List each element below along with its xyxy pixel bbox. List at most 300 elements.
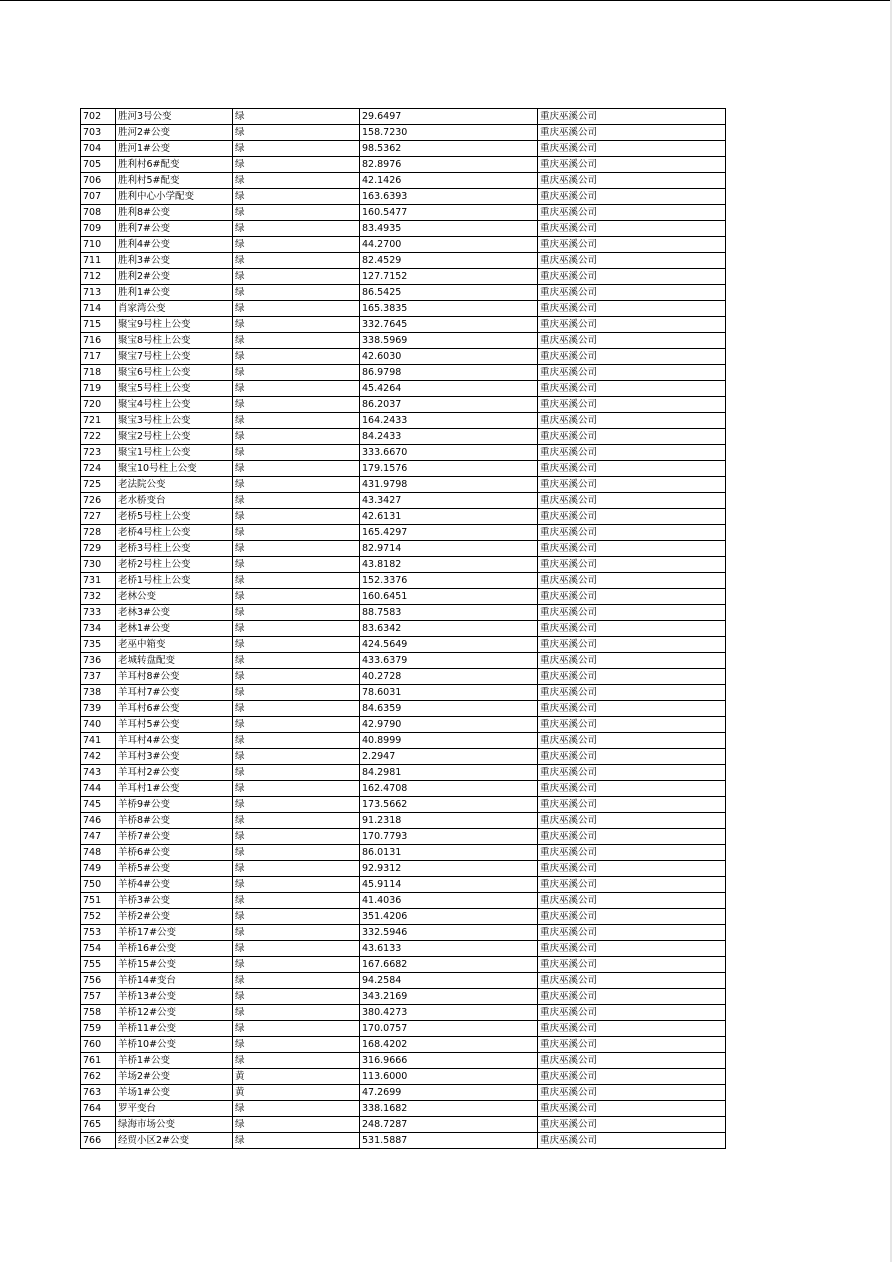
value-cell: 83.6342 — [360, 621, 538, 637]
station-name-cell: 肖家湾公变 — [116, 301, 233, 317]
row-number-cell: 752 — [81, 909, 116, 925]
company-cell: 重庆巫溪公司 — [538, 173, 726, 189]
row-number-cell: 718 — [81, 365, 116, 381]
table-row — [81, 221, 726, 237]
row-number-cell: 735 — [81, 637, 116, 653]
status-color-cell: 绿 — [233, 493, 360, 509]
table-row — [81, 909, 726, 925]
value-cell: 165.3835 — [360, 301, 538, 317]
company-cell: 重庆巫溪公司 — [538, 253, 726, 269]
station-name-cell: 羊桥5#公变 — [116, 861, 233, 877]
status-color-cell: 绿 — [233, 413, 360, 429]
row-number-cell: 741 — [81, 733, 116, 749]
station-name-cell: 羊耳村3#公变 — [116, 749, 233, 765]
table-body — [81, 109, 726, 1149]
status-color-cell: 绿 — [233, 365, 360, 381]
station-name-cell: 胜河1#公变 — [116, 141, 233, 157]
station-name-cell: 羊桥12#公变 — [116, 1005, 233, 1021]
status-color-cell: 绿 — [233, 141, 360, 157]
value-cell: 40.2728 — [360, 669, 538, 685]
table-row — [81, 1037, 726, 1053]
table-row — [81, 733, 726, 749]
table-row — [81, 397, 726, 413]
table-row — [81, 109, 726, 125]
station-name-cell: 羊桥17#公变 — [116, 925, 233, 941]
value-cell: 343.2169 — [360, 989, 538, 1005]
row-number-cell: 726 — [81, 493, 116, 509]
station-name-cell: 老法院公变 — [116, 477, 233, 493]
value-cell: 88.7583 — [360, 605, 538, 621]
row-number-cell: 709 — [81, 221, 116, 237]
row-number-cell: 708 — [81, 205, 116, 221]
table-row — [81, 973, 726, 989]
row-number-cell: 761 — [81, 1053, 116, 1069]
value-cell: 162.4708 — [360, 781, 538, 797]
value-cell: 351.4206 — [360, 909, 538, 925]
row-number-cell: 759 — [81, 1021, 116, 1037]
company-cell: 重庆巫溪公司 — [538, 413, 726, 429]
value-cell: 160.6451 — [360, 589, 538, 605]
station-name-cell: 胜利7#公变 — [116, 221, 233, 237]
company-cell: 重庆巫溪公司 — [538, 397, 726, 413]
station-name-cell: 羊桥14#变台 — [116, 973, 233, 989]
table-row — [81, 1069, 726, 1085]
company-cell: 重庆巫溪公司 — [538, 333, 726, 349]
company-cell: 重庆巫溪公司 — [538, 749, 726, 765]
row-number-cell: 724 — [81, 461, 116, 477]
company-cell: 重庆巫溪公司 — [538, 109, 726, 125]
value-cell: 47.2699 — [360, 1085, 538, 1101]
station-name-cell: 老林1#公变 — [116, 621, 233, 637]
table-row — [81, 205, 726, 221]
row-number-cell: 728 — [81, 525, 116, 541]
table-row — [81, 1085, 726, 1101]
row-number-cell: 706 — [81, 173, 116, 189]
value-cell: 433.6379 — [360, 653, 538, 669]
row-number-cell: 725 — [81, 477, 116, 493]
table-row — [81, 893, 726, 909]
company-cell: 重庆巫溪公司 — [538, 797, 726, 813]
value-cell: 338.5969 — [360, 333, 538, 349]
value-cell: 113.6000 — [360, 1069, 538, 1085]
value-cell: 84.6359 — [360, 701, 538, 717]
company-cell: 重庆巫溪公司 — [538, 381, 726, 397]
status-color-cell: 绿 — [233, 797, 360, 813]
station-name-cell: 胜利中心小学配变 — [116, 189, 233, 205]
status-color-cell: 绿 — [233, 237, 360, 253]
station-name-cell: 羊桥9#公变 — [116, 797, 233, 813]
company-cell: 重庆巫溪公司 — [538, 765, 726, 781]
table-row — [81, 301, 726, 317]
row-number-cell: 763 — [81, 1085, 116, 1101]
table-row — [81, 845, 726, 861]
value-cell: 43.8182 — [360, 557, 538, 573]
value-cell: 165.4297 — [360, 525, 538, 541]
table-row — [81, 829, 726, 845]
status-color-cell: 绿 — [233, 861, 360, 877]
station-name-cell: 聚宝3号柱上公变 — [116, 413, 233, 429]
table-row — [81, 941, 726, 957]
status-color-cell: 绿 — [233, 909, 360, 925]
value-cell: 45.4264 — [360, 381, 538, 397]
row-number-cell: 704 — [81, 141, 116, 157]
company-cell: 重庆巫溪公司 — [538, 893, 726, 909]
company-cell: 重庆巫溪公司 — [538, 877, 726, 893]
station-name-cell: 羊耳村7#公变 — [116, 685, 233, 701]
row-number-cell: 723 — [81, 445, 116, 461]
company-cell: 重庆巫溪公司 — [538, 157, 726, 173]
station-name-cell: 羊耳村4#公变 — [116, 733, 233, 749]
company-cell: 重庆巫溪公司 — [538, 269, 726, 285]
value-cell: 45.9114 — [360, 877, 538, 893]
company-cell: 重庆巫溪公司 — [538, 685, 726, 701]
status-color-cell: 绿 — [233, 573, 360, 589]
status-color-cell: 绿 — [233, 813, 360, 829]
table-row — [81, 653, 726, 669]
status-color-cell: 绿 — [233, 541, 360, 557]
station-name-cell: 羊耳村2#公变 — [116, 765, 233, 781]
table-row — [81, 509, 726, 525]
value-cell: 86.5425 — [360, 285, 538, 301]
company-cell: 重庆巫溪公司 — [538, 1133, 726, 1149]
company-cell: 重庆巫溪公司 — [538, 509, 726, 525]
company-cell: 重庆巫溪公司 — [538, 285, 726, 301]
company-cell: 重庆巫溪公司 — [538, 573, 726, 589]
company-cell: 重庆巫溪公司 — [538, 925, 726, 941]
row-number-cell: 715 — [81, 317, 116, 333]
value-cell: 42.9790 — [360, 717, 538, 733]
station-name-cell: 羊桥10#公变 — [116, 1037, 233, 1053]
table-row — [81, 781, 726, 797]
row-number-cell: 760 — [81, 1037, 116, 1053]
table-row — [81, 589, 726, 605]
company-cell: 重庆巫溪公司 — [538, 973, 726, 989]
value-cell: 84.2981 — [360, 765, 538, 781]
status-color-cell: 绿 — [233, 253, 360, 269]
company-cell: 重庆巫溪公司 — [538, 1005, 726, 1021]
company-cell: 重庆巫溪公司 — [538, 589, 726, 605]
status-color-cell: 绿 — [233, 333, 360, 349]
status-color-cell: 绿 — [233, 1117, 360, 1133]
company-cell: 重庆巫溪公司 — [538, 365, 726, 381]
value-cell: 163.6393 — [360, 189, 538, 205]
station-name-cell: 胜利3#公变 — [116, 253, 233, 269]
status-color-cell: 绿 — [233, 269, 360, 285]
value-cell: 84.2433 — [360, 429, 538, 445]
company-cell: 重庆巫溪公司 — [538, 813, 726, 829]
table-row — [81, 269, 726, 285]
table-row — [81, 701, 726, 717]
company-cell: 重庆巫溪公司 — [538, 429, 726, 445]
status-color-cell: 绿 — [233, 173, 360, 189]
status-color-cell: 绿 — [233, 765, 360, 781]
row-number-cell: 765 — [81, 1117, 116, 1133]
company-cell: 重庆巫溪公司 — [538, 1117, 726, 1133]
table-row — [81, 669, 726, 685]
station-name-cell: 绿海市场公变 — [116, 1117, 233, 1133]
row-number-cell: 707 — [81, 189, 116, 205]
value-cell: 158.7230 — [360, 125, 538, 141]
station-name-cell: 胜利村5#配变 — [116, 173, 233, 189]
status-color-cell: 绿 — [233, 973, 360, 989]
table-row — [81, 557, 726, 573]
status-color-cell: 绿 — [233, 1053, 360, 1069]
station-name-cell: 老桥2号柱上公变 — [116, 557, 233, 573]
table-row — [81, 525, 726, 541]
status-color-cell: 绿 — [233, 957, 360, 973]
station-name-cell: 羊桥11#公变 — [116, 1021, 233, 1037]
company-cell: 重庆巫溪公司 — [538, 557, 726, 573]
row-number-cell: 729 — [81, 541, 116, 557]
station-name-cell: 胜利8#公变 — [116, 205, 233, 221]
station-name-cell: 羊桥16#公变 — [116, 941, 233, 957]
status-color-cell: 绿 — [233, 605, 360, 621]
station-name-cell: 羊场1#公变 — [116, 1085, 233, 1101]
station-name-cell: 老林3#公变 — [116, 605, 233, 621]
row-number-cell: 742 — [81, 749, 116, 765]
row-number-cell: 740 — [81, 717, 116, 733]
row-number-cell: 719 — [81, 381, 116, 397]
station-name-cell: 羊耳村8#公变 — [116, 669, 233, 685]
station-name-cell: 胜利1#公变 — [116, 285, 233, 301]
table-row — [81, 285, 726, 301]
value-cell: 160.5477 — [360, 205, 538, 221]
status-color-cell: 绿 — [233, 1005, 360, 1021]
value-cell: 43.6133 — [360, 941, 538, 957]
company-cell: 重庆巫溪公司 — [538, 941, 726, 957]
row-number-cell: 738 — [81, 685, 116, 701]
row-number-cell: 753 — [81, 925, 116, 941]
value-cell: 338.1682 — [360, 1101, 538, 1117]
company-cell: 重庆巫溪公司 — [538, 701, 726, 717]
station-name-cell: 聚宝7号柱上公变 — [116, 349, 233, 365]
status-color-cell: 绿 — [233, 525, 360, 541]
status-color-cell: 绿 — [233, 1037, 360, 1053]
company-cell: 重庆巫溪公司 — [538, 1053, 726, 1069]
table-row — [81, 685, 726, 701]
company-cell: 重庆巫溪公司 — [538, 717, 726, 733]
status-color-cell: 绿 — [233, 477, 360, 493]
table-row — [81, 765, 726, 781]
company-cell: 重庆巫溪公司 — [538, 1037, 726, 1053]
row-number-cell: 764 — [81, 1101, 116, 1117]
company-cell: 重庆巫溪公司 — [538, 141, 726, 157]
table-row — [81, 253, 726, 269]
status-color-cell: 黄 — [233, 1069, 360, 1085]
value-cell: 127.7152 — [360, 269, 538, 285]
company-cell: 重庆巫溪公司 — [538, 493, 726, 509]
row-number-cell: 732 — [81, 589, 116, 605]
station-name-cell: 罗平变台 — [116, 1101, 233, 1117]
value-cell: 2.2947 — [360, 749, 538, 765]
row-number-cell: 766 — [81, 1133, 116, 1149]
value-cell: 316.9666 — [360, 1053, 538, 1069]
company-cell: 重庆巫溪公司 — [538, 525, 726, 541]
row-number-cell: 713 — [81, 285, 116, 301]
table-row — [81, 541, 726, 557]
table-row — [81, 637, 726, 653]
status-color-cell: 绿 — [233, 1133, 360, 1149]
table-row — [81, 717, 726, 733]
station-name-cell: 聚宝4号柱上公变 — [116, 397, 233, 413]
row-number-cell: 739 — [81, 701, 116, 717]
station-name-cell: 羊桥2#公变 — [116, 909, 233, 925]
company-cell: 重庆巫溪公司 — [538, 989, 726, 1005]
value-cell: 333.6670 — [360, 445, 538, 461]
company-cell: 重庆巫溪公司 — [538, 205, 726, 221]
status-color-cell: 绿 — [233, 317, 360, 333]
company-cell: 重庆巫溪公司 — [538, 845, 726, 861]
page-top-border — [0, 0, 892, 1]
status-color-cell: 绿 — [233, 749, 360, 765]
row-number-cell: 720 — [81, 397, 116, 413]
table-row — [81, 445, 726, 461]
row-number-cell: 762 — [81, 1069, 116, 1085]
table-row — [81, 877, 726, 893]
value-cell: 82.4529 — [360, 253, 538, 269]
company-cell: 重庆巫溪公司 — [538, 781, 726, 797]
status-color-cell: 绿 — [233, 877, 360, 893]
table-row — [81, 237, 726, 253]
company-cell: 重庆巫溪公司 — [538, 349, 726, 365]
status-color-cell: 绿 — [233, 509, 360, 525]
table-row — [81, 141, 726, 157]
station-name-cell: 羊场2#公变 — [116, 1069, 233, 1085]
company-cell: 重庆巫溪公司 — [538, 1101, 726, 1117]
row-number-cell: 712 — [81, 269, 116, 285]
value-cell: 43.3427 — [360, 493, 538, 509]
company-cell: 重庆巫溪公司 — [538, 829, 726, 845]
row-number-cell: 702 — [81, 109, 116, 125]
value-cell: 29.6497 — [360, 109, 538, 125]
station-name-cell: 老桥1号柱上公变 — [116, 573, 233, 589]
row-number-cell: 754 — [81, 941, 116, 957]
value-cell: 332.5946 — [360, 925, 538, 941]
status-color-cell: 绿 — [233, 717, 360, 733]
status-color-cell: 绿 — [233, 1021, 360, 1037]
row-number-cell: 736 — [81, 653, 116, 669]
company-cell: 重庆巫溪公司 — [538, 221, 726, 237]
table-row — [81, 381, 726, 397]
company-cell: 重庆巫溪公司 — [538, 125, 726, 141]
value-cell: 170.0757 — [360, 1021, 538, 1037]
company-cell: 重庆巫溪公司 — [538, 637, 726, 653]
value-cell: 173.5662 — [360, 797, 538, 813]
value-cell: 431.9798 — [360, 477, 538, 493]
value-cell: 424.5649 — [360, 637, 538, 653]
company-cell: 重庆巫溪公司 — [538, 957, 726, 973]
row-number-cell: 750 — [81, 877, 116, 893]
company-cell: 重庆巫溪公司 — [538, 477, 726, 493]
row-number-cell: 747 — [81, 829, 116, 845]
station-name-cell: 老林公变 — [116, 589, 233, 605]
status-color-cell: 绿 — [233, 829, 360, 845]
status-color-cell: 绿 — [233, 429, 360, 445]
status-color-cell: 绿 — [233, 205, 360, 221]
station-name-cell: 老巫中箱变 — [116, 637, 233, 653]
row-number-cell: 744 — [81, 781, 116, 797]
value-cell: 41.4036 — [360, 893, 538, 909]
row-number-cell: 758 — [81, 1005, 116, 1021]
station-name-cell: 胜河3号公变 — [116, 109, 233, 125]
table-row — [81, 861, 726, 877]
table-row — [81, 1133, 726, 1149]
table-row — [81, 797, 726, 813]
station-name-cell: 羊桥1#公变 — [116, 1053, 233, 1069]
status-color-cell: 绿 — [233, 701, 360, 717]
table-row — [81, 1021, 726, 1037]
row-number-cell: 737 — [81, 669, 116, 685]
table-row — [81, 365, 726, 381]
status-color-cell: 绿 — [233, 621, 360, 637]
row-number-cell: 711 — [81, 253, 116, 269]
value-cell: 152.3376 — [360, 573, 538, 589]
station-name-cell: 经贸小区2#公变 — [116, 1133, 233, 1149]
status-color-cell: 绿 — [233, 557, 360, 573]
station-name-cell: 老桥3号柱上公变 — [116, 541, 233, 557]
station-name-cell: 羊桥13#公变 — [116, 989, 233, 1005]
value-cell: 248.7287 — [360, 1117, 538, 1133]
table-row — [81, 573, 726, 589]
status-color-cell: 绿 — [233, 637, 360, 653]
row-number-cell: 721 — [81, 413, 116, 429]
value-cell: 92.9312 — [360, 861, 538, 877]
table-row — [81, 1053, 726, 1069]
table-row — [81, 157, 726, 173]
status-color-cell: 绿 — [233, 381, 360, 397]
station-name-cell: 老桥5号柱上公变 — [116, 509, 233, 525]
row-number-cell: 705 — [81, 157, 116, 173]
value-cell: 91.2318 — [360, 813, 538, 829]
company-cell: 重庆巫溪公司 — [538, 317, 726, 333]
company-cell: 重庆巫溪公司 — [538, 861, 726, 877]
status-color-cell: 绿 — [233, 285, 360, 301]
status-color-cell: 绿 — [233, 845, 360, 861]
status-color-cell: 绿 — [233, 669, 360, 685]
status-color-cell: 绿 — [233, 445, 360, 461]
status-color-cell: 绿 — [233, 349, 360, 365]
value-cell: 86.9798 — [360, 365, 538, 381]
table-row — [81, 333, 726, 349]
station-name-cell: 胜利4#公变 — [116, 237, 233, 253]
table-row — [81, 605, 726, 621]
row-number-cell: 727 — [81, 509, 116, 525]
table-row — [81, 1101, 726, 1117]
station-name-cell: 聚宝9号柱上公变 — [116, 317, 233, 333]
station-name-cell: 羊耳村1#公变 — [116, 781, 233, 797]
company-cell: 重庆巫溪公司 — [538, 1069, 726, 1085]
value-cell: 83.4935 — [360, 221, 538, 237]
station-name-cell: 老桥4号柱上公变 — [116, 525, 233, 541]
status-color-cell: 绿 — [233, 189, 360, 205]
row-number-cell: 746 — [81, 813, 116, 829]
status-color-cell: 绿 — [233, 733, 360, 749]
row-number-cell: 710 — [81, 237, 116, 253]
value-cell: 380.4273 — [360, 1005, 538, 1021]
station-name-cell: 羊桥3#公变 — [116, 893, 233, 909]
table-row — [81, 989, 726, 1005]
row-number-cell: 717 — [81, 349, 116, 365]
value-cell: 98.5362 — [360, 141, 538, 157]
company-cell: 重庆巫溪公司 — [538, 621, 726, 637]
row-number-cell: 743 — [81, 765, 116, 781]
row-number-cell: 757 — [81, 989, 116, 1005]
status-color-cell: 黄 — [233, 1085, 360, 1101]
value-cell: 44.2700 — [360, 237, 538, 253]
status-color-cell: 绿 — [233, 461, 360, 477]
value-cell: 332.7645 — [360, 317, 538, 333]
station-name-cell: 胜利2#公变 — [116, 269, 233, 285]
